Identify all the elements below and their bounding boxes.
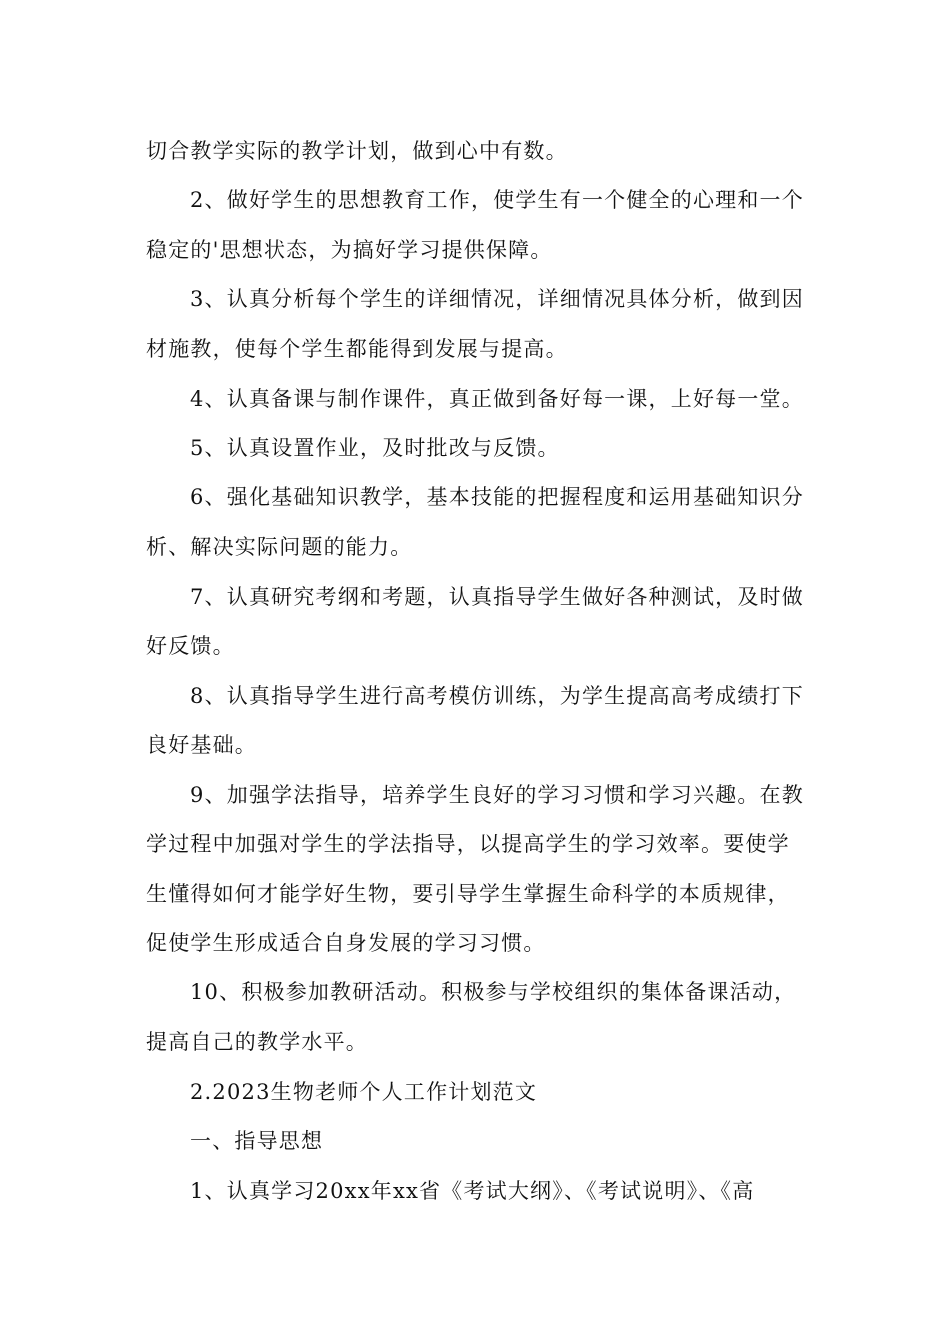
text-line-21: 一、指导思想 (190, 1129, 324, 1153)
text-line-13: 良好基础。 (146, 733, 257, 757)
text-line-3: 稳定的'思想状态，为搞好学习提供保障。 (146, 238, 553, 262)
text-line-17: 促使学生形成适合自身发展的学习习惯。 (146, 931, 546, 955)
text-line-18: 10、积极参加教研活动。积极参与学校组织的集体备课活动， (190, 980, 797, 1004)
text-line-16: 生懂得如何才能学好生物，要引导学生掌握生命科学的本质规律， (146, 882, 790, 906)
text-line-5: 材施教，使每个学生都能得到发展与提高。 (146, 337, 568, 361)
text-line-2: 2、做好学生的思想教育工作，使学生有一个健全的心理和一个 (190, 188, 804, 212)
text-line-8: 6、强化基础知识教学，基本技能的把握程度和运用基础知识分 (190, 485, 804, 509)
text-line-19: 提高自己的教学水平。 (146, 1030, 368, 1054)
text-line-22: 1、认真学习20xx年xx省《考试大纲》、《考试说明》、《高 (190, 1179, 755, 1203)
text-line-7: 5、认真设置作业，及时批改与反馈。 (190, 436, 560, 460)
text-line-14: 9、加强学法指导，培养学生良好的学习习惯和学习兴趣。在教 (190, 783, 804, 807)
text-line-20: 2.2023生物老师个人工作计划范文 (190, 1080, 538, 1104)
text-line-9: 析、解决实际问题的能力。 (146, 535, 413, 559)
text-line-4: 3、认真分析每个学生的详细情况，详细情况具体分析，做到因 (190, 287, 804, 311)
text-line-15: 学过程中加强对学生的学法指导，以提高学生的学习效率。要使学 (146, 832, 790, 856)
text-line-11: 好反馈。 (146, 634, 235, 658)
text-line-6: 4、认真备课与制作课件，真正做到备好每一课，上好每一堂。 (190, 387, 804, 411)
text-line-10: 7、认真研究考纲和考题，认真指导学生做好各种测试，及时做 (190, 585, 804, 609)
text-line-1: 切合教学实际的教学计划，做到心中有数。 (146, 139, 568, 163)
text-line-12: 8、认真指导学生进行高考模仿训练，为学生提高高考成绩打下 (190, 684, 804, 708)
